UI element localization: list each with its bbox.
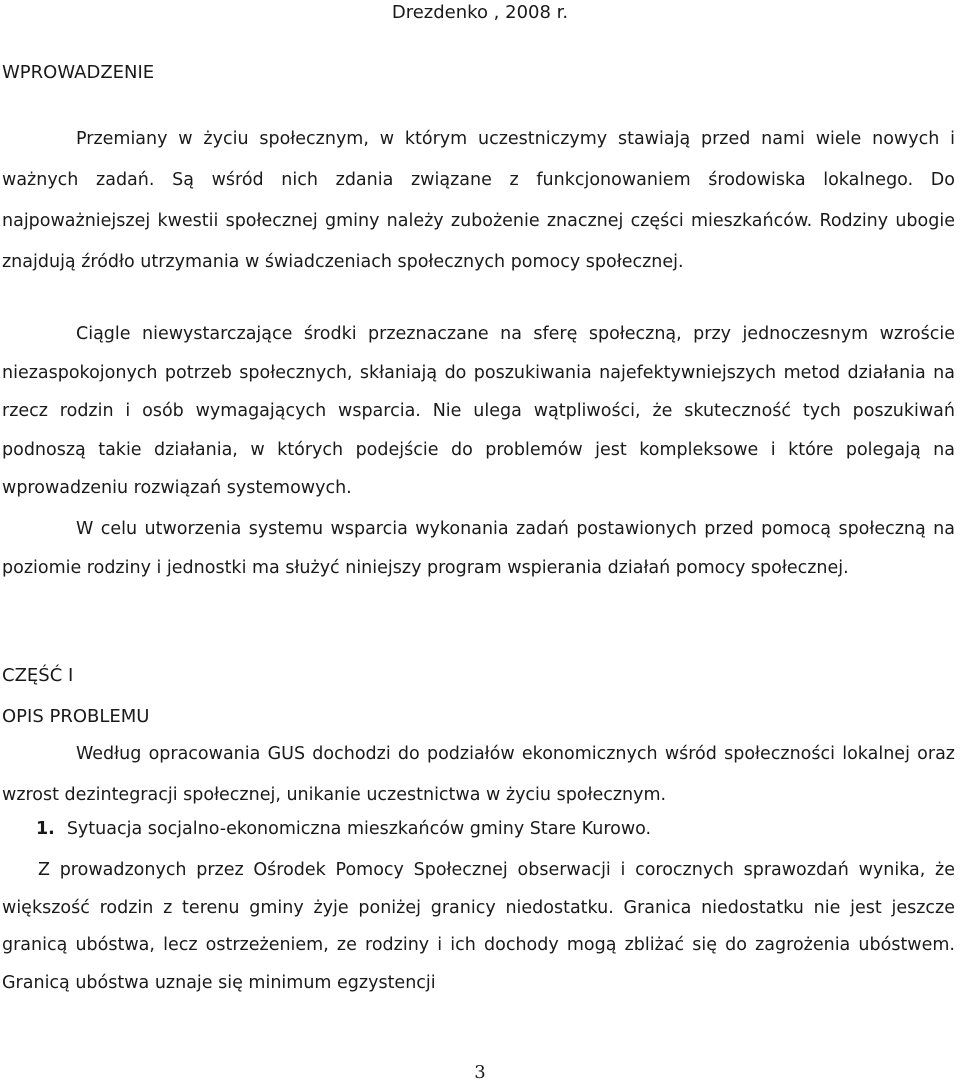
intro-paragraph-2: Ciągle niewystarczające środki przeznaczane na sferę społeczną, przy jednoczesnym wzroście niezaspokojonych potrzeb społecznych, skłaniają do poszukiwania najefektywniejszych metod działania na rzecz rodzin i osób wymagających wsparcia. Nie ulega wątpliwości, że skuteczność tych poszukiwań podnoszą takie działania, w których podejście do problemów jest kompleksowe i które polegają na wprowadzeniu rozwiązań systemowych. bbox=[2, 324, 955, 498]
part-label: CZĘŚĆ I bbox=[2, 665, 74, 686]
numbered-list-item bbox=[36, 816, 651, 842]
part-title: OPIS PROBLEMU bbox=[2, 706, 150, 727]
page-number: 3 bbox=[474, 1062, 486, 1083]
intro-paragraph-3: W celu utworzenia systemu wsparcia wykonania zadań postawionych przed pomocą społeczną na poziomie rodziny i jednostki ma służyć niniejszy program wspierania działań pomocy społecznej. bbox=[2, 519, 955, 578]
date-line: Drezdenko , 2008 r. bbox=[391, 2, 569, 23]
list-item-text: Sytuacja socjalno-ekonomiczna mieszkańców gminy Stare Kurowo. bbox=[66, 819, 652, 839]
part-paragraph: Według opracowania GUS dochodzi do podziałów ekonomicznych wśród społeczności lokalnej oraz wzrost dezintegracji społecznej, unikanie uczestnictwa w życiu społecznym. bbox=[2, 744, 955, 805]
part-paragraph-2: Z prowadzonych przez Ośrodek Pomocy Społecznej obserwacji i corocznych sprawozdań wynika, że większość rodzin z terenu gminy żyje poniżej granicy niedostatku. Granica niedostatku nie jest jeszcze granicą ubóstwa, lecz ostrzeżeniem, ze rodziny i ich dochody mogą zbliżać się do zagrożenia ubóstwem. Granicą ubóstwa uznaje się minimum egzystencji bbox=[2, 860, 955, 993]
intro-paragraph-1: Przemiany w życiu społecznym, w którym uczestniczymy stawiają przed nami wiele nowych i ważnych zadań. Są wśród nich zdania związane z funkcjonowaniem środowiska lokalnego. Do najpoważniejszej kwestii społecznej gminy należy zubożenie znacznej części mieszkańców. Rodziny ubogie znajdują źródło utrzymania w świadczeniach społecznych pomocy społecznej. bbox=[2, 129, 955, 272]
list-item-number: 1. bbox=[36, 819, 55, 839]
intro-heading: WPROWADZENIE bbox=[2, 62, 155, 83]
